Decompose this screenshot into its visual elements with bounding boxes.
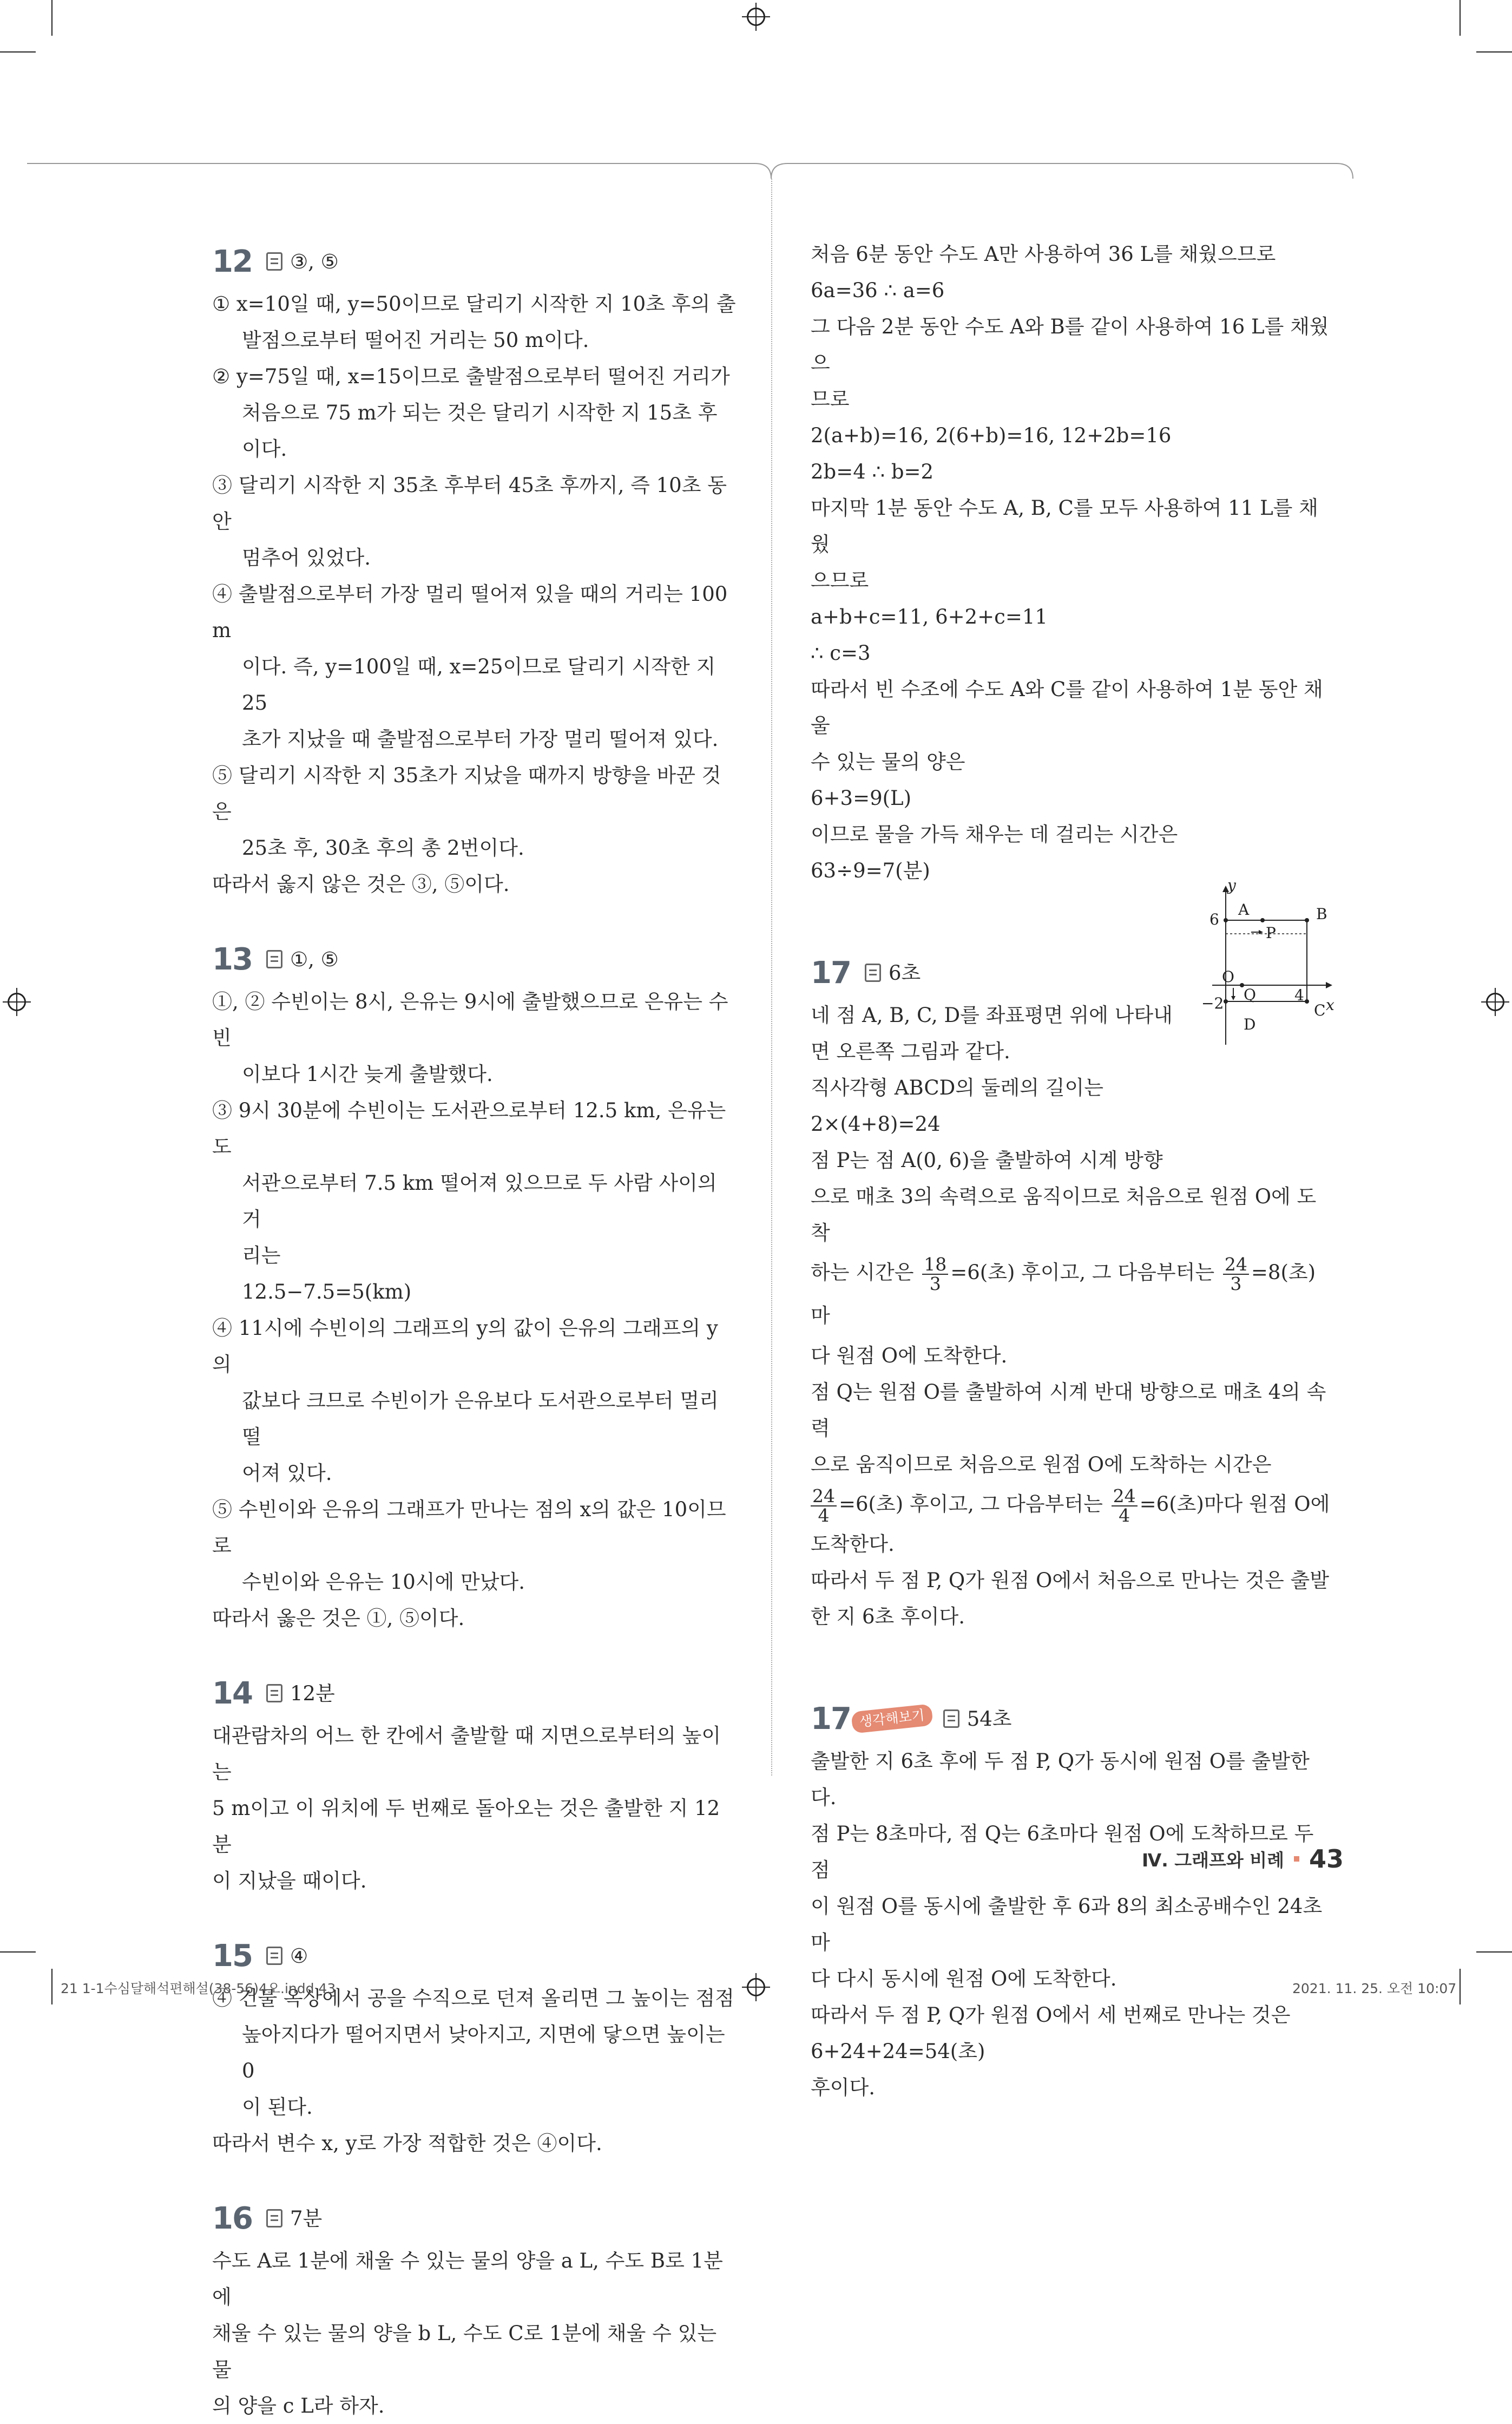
tick-label: 6 <box>1209 910 1219 928</box>
footer-filename: 21 1-1수심달해석편해설(38-56)4오.indd 43 <box>61 1981 336 1996</box>
answer-text: ④ <box>290 1944 308 1968</box>
text-line: 25초 후, 30초 후의 총 2번이다. <box>242 836 524 860</box>
text-line: 따라서 옳지 않은 것은 ③, ⑤이다. <box>212 873 510 896</box>
text-line: 12.5−7.5=5(km) <box>242 1280 412 1303</box>
text-line: 높아지다가 떨어지면서 낮아지고, 지면에 닿으면 높이는 0 <box>242 2023 725 2082</box>
text-line: 따라서 두 점 P, Q가 원점 O에서 처음으로 만나는 것은 출발 <box>811 1569 1330 1592</box>
text-line: 직사각형 ABCD의 둘레의 길이는 <box>811 1076 1104 1099</box>
text-line: 따라서 옳은 것은 ①, ⑤이다. <box>212 1607 465 1630</box>
text-line: 의 양을 c L라 하자. <box>212 2394 385 2418</box>
text-line: 서관으로부터 7.5 km 떨어져 있으므로 두 사람 사이의 거 <box>242 1171 717 1231</box>
crop-mark <box>0 1951 36 1953</box>
question-number: 15 <box>212 1938 252 1974</box>
question-number: 17 <box>811 955 851 991</box>
text-line: 점 P는 8초마다, 점 Q는 6초마다 원점 O에 도착하므로 두 점 <box>811 1822 1314 1882</box>
footer-date: 2021. 11. 25. 오전 10:07 <box>1292 1981 1457 1996</box>
text-line: 면 오른쪽 그림과 같다. <box>811 1040 1010 1063</box>
text-line: 점 P는 점 A(0, 6)을 출발하여 시계 방향 <box>811 1149 1163 1172</box>
text-line: 이 원점 O를 동시에 출발한 후 6과 8의 최소공배수인 24초마 <box>811 1895 1323 1954</box>
text-line: 으로 매초 3의 속력으로 움직이므로 처음으로 원점 O에 도착 <box>811 1185 1317 1244</box>
crop-mark <box>1476 1951 1512 1953</box>
text-line: 네 점 A, B, C, D를 좌표평면 위에 나타내 <box>811 1004 1173 1027</box>
question-number: 17 <box>811 1701 851 1737</box>
top-rule <box>0 157 1512 189</box>
registration-mark-icon <box>1486 993 1504 1011</box>
answer-icon <box>865 964 881 982</box>
point-label: O <box>1222 968 1234 986</box>
text-line: 따라서 빈 수조에 수도 A와 C를 같이 사용하여 1분 동안 채울 <box>811 678 1323 737</box>
point-label: Q <box>1244 986 1256 1004</box>
text-line: 어져 있다. <box>242 1462 332 1485</box>
q12-header <box>212 237 736 286</box>
text-line: 6+3=9(L) <box>811 787 912 810</box>
text-line: 리는 <box>242 1244 281 1267</box>
point-label: P <box>1266 924 1276 942</box>
q15-header <box>212 1931 736 1980</box>
text-line: ③ 9시 30분에 수빈이는 도서관으로부터 12.5 km, 은유는 도 <box>212 1099 726 1158</box>
text-line: ② y=75일 때, x=15이므로 출발점으로부터 떨어진 거리가 <box>212 365 730 388</box>
text-line: 따라서 변수 x, y로 가장 적합한 것은 ④이다. <box>212 2132 602 2155</box>
text-line: 처음으로 75 m가 되는 것은 달리기 시작한 지 15초 후이다. <box>242 401 718 461</box>
text-line: 2×(4+8)=24 <box>811 1112 941 1136</box>
text-line: ④ 11시에 수빈이의 그래프의 y의 값이 은유의 그래프의 y의 <box>212 1316 718 1376</box>
text-line: 다 원점 O에 도착한다. <box>811 1344 1008 1367</box>
text-line: 6+24+24=54(초) <box>811 2040 985 2063</box>
text-line: 채울 수 있는 물의 양을 b L, 수도 C로 1분에 채울 수 있는 물 <box>212 2322 717 2381</box>
text-line: 따라서 두 점 P, Q가 원점 O에서 세 번째로 만나는 것은 <box>811 2003 1291 2027</box>
text-line: 이보다 1시간 늦게 출발했다. <box>242 1063 493 1086</box>
fraction: $\frac{18}{3}$ <box>922 1255 948 1293</box>
text-line: 후이다. <box>811 2076 875 2099</box>
text-line: 으로 움직이므로 처음으로 원점 O에 도착하는 시간은 <box>811 1453 1272 1476</box>
text-line: ④ 건물 옥상에서 공을 수직으로 던져 올리면 그 높이는 점점 <box>212 1987 734 2010</box>
text-line: a+b+c=11, 6+2+c=11 <box>811 605 1048 628</box>
text-line: 발점으로부터 떨어진 거리는 50 m이다. <box>242 329 589 352</box>
fraction-line: 하는 시간은 $\frac{18}{3}$ =6(초) 후이고, 그 다음부터는 $\frac{24}{3}$ =8(초)마 <box>811 1253 1316 1327</box>
text-line: ③ 달리기 시작한 지 35초 후부터 45초 후까지, 즉 10초 동안 <box>212 474 727 533</box>
text-line: ① x=10일 때, y=50이므로 달리기 시작한 지 10초 후의 출 <box>212 292 736 316</box>
text-line: 5 m이고 이 위치에 두 번째로 돌아오는 것은 출발한 지 12분 <box>212 1797 720 1856</box>
answer-text: 6초 <box>888 961 921 985</box>
fraction-line: $\frac{24}{4}$ =6(초) 후이고, 그 다음부터는 $\frac{24}{4}$ =6(초)마다 원점 O에 <box>811 1483 1333 1526</box>
crop-mark <box>51 1969 52 2004</box>
axis-label: y <box>1227 882 1236 894</box>
text-line: 2b=4 ∴ b=2 <box>811 460 934 483</box>
text-line: 멈추어 있었다. <box>242 546 371 569</box>
answer-text: 7분 <box>290 2206 323 2230</box>
column-divider <box>771 179 772 1776</box>
question-number: 14 <box>212 1675 252 1711</box>
axis-label: x <box>1326 996 1334 1014</box>
text-line: 2(a+b)=16, 2(6+b)=16, 12+2b=16 <box>811 424 1172 447</box>
answer-text: ③, ⑤ <box>290 250 339 273</box>
text-line: 수 있는 물의 양은 <box>811 750 965 774</box>
text-line: ∴ c=3 <box>811 641 871 665</box>
tick-label: −2 <box>1201 994 1224 1012</box>
text-line: 한 지 6초 후이다. <box>811 1605 965 1628</box>
text-line: 값보다 크므로 수빈이가 은유보다 도서관으로부터 멀리 떨 <box>242 1389 719 1449</box>
answer-icon <box>266 2209 282 2228</box>
text-line: 마지막 1분 동안 수도 A, B, C를 모두 사용하여 11 L를 채웠 <box>811 496 1318 556</box>
text-line: 수도 A로 1분에 채울 수 있는 물의 양을 a L, 수도 B로 1분에 <box>212 2249 723 2309</box>
answer-icon <box>266 950 282 968</box>
q16-header <box>212 2194 736 2243</box>
point-label: D <box>1244 1016 1256 1033</box>
text-line: ⑤ 수빈이와 은유의 그래프가 만나는 점의 x의 값은 10이므로 <box>212 1498 726 1557</box>
text-line: ⑤ 달리기 시작한 지 35초가 지났을 때까지 방향을 바꾼 것은 <box>212 764 721 823</box>
section-label: Ⅳ. 그래프와 비례 <box>1142 1849 1285 1871</box>
text-line: 대관람차의 어느 한 칸에서 출발할 때 지면으로부터의 높이는 <box>212 1724 721 1784</box>
answer-text: ①, ⑤ <box>290 947 339 971</box>
text-line: 점 Q는 원점 O를 출발하여 시계 반대 방향으로 매초 4의 속력 <box>811 1380 1326 1440</box>
text-line: 초가 지났을 때 출발점으로부터 가장 멀리 떨어져 있다. <box>242 728 719 751</box>
text-line: 출발한 지 6초 후에 두 점 P, Q가 동시에 원점 O를 출발한다. <box>811 1750 1310 1809</box>
point-label: B <box>1316 905 1327 923</box>
q17b-header <box>811 1694 1333 1743</box>
text-line: 으므로 <box>811 569 869 592</box>
fraction: $\frac{24}{3}$ <box>1223 1255 1249 1293</box>
text-line: 므로 <box>811 388 850 411</box>
text-line: 도착한다. <box>811 1532 895 1556</box>
text-line: 6a=36 ∴ a=6 <box>811 279 945 302</box>
separator-square <box>1294 1856 1299 1862</box>
point-label: C <box>1314 1001 1326 1019</box>
question-number: 13 <box>212 941 252 977</box>
crop-mark <box>51 0 52 36</box>
registration-mark-icon <box>747 1978 765 1996</box>
registration-mark-icon <box>747 8 765 26</box>
question-number: 16 <box>212 2200 252 2236</box>
registration-mark-icon <box>8 993 26 1011</box>
question-number: 12 <box>212 244 252 279</box>
left-column <box>212 237 736 2424</box>
answer-icon <box>266 1684 282 1702</box>
point-label: A <box>1238 901 1250 919</box>
coordinate-diagram <box>1196 882 1337 1050</box>
answer-text: 12분 <box>290 1681 335 1705</box>
right-column <box>811 236 1333 2106</box>
text-line: ①, ② 수빈이는 8시, 은유는 9시에 출발했으므로 은유는 수빈 <box>212 990 728 1050</box>
think-more-badge: 생각해보기 <box>851 1704 933 1733</box>
q13-header <box>212 935 736 984</box>
tick-label: 4 <box>1294 986 1304 1004</box>
page-number: 43 <box>1309 1844 1344 1873</box>
text-line: 이다. 즉, y=100일 때, x=25이므로 달리기 시작한 지 25 <box>242 655 716 715</box>
q14-header <box>212 1669 736 1718</box>
answer-text: 54초 <box>967 1707 1012 1731</box>
text-line: 처음 6분 동안 수도 A만 사용하여 36 L를 채웠으므로 <box>811 243 1276 266</box>
text-line: 이므로 물을 가득 채우는 데 걸리는 시간은 <box>811 823 1178 846</box>
answer-icon <box>943 1709 959 1728</box>
text-line: 다 다시 동시에 원점 O에 도착한다. <box>811 1967 1117 1990</box>
text-line: 63÷9=7(분) <box>811 859 930 882</box>
fraction: $\frac{24}{4}$ <box>1112 1487 1138 1525</box>
crop-mark <box>1460 0 1461 36</box>
text-line: ④ 출발점으로부터 가장 멀리 떨어져 있을 때의 거리는 100 m <box>212 582 728 642</box>
crop-mark <box>1460 1969 1461 2004</box>
text-line: 그 다음 2분 동안 수도 A와 B를 같이 사용하여 16 L를 채웠으 <box>811 315 1329 375</box>
answer-icon <box>266 1947 282 1965</box>
crop-mark <box>0 51 36 53</box>
fraction: $\frac{24}{4}$ <box>811 1487 837 1525</box>
text-line: 이 지났을 때이다. <box>212 1869 367 1892</box>
crop-mark <box>1476 51 1512 53</box>
text-line: 수빈이와 은유는 10시에 만났다. <box>242 1570 525 1594</box>
answer-icon <box>266 252 282 271</box>
text-line: 이 된다. <box>242 2095 313 2119</box>
section-footer <box>1142 1843 1344 1875</box>
